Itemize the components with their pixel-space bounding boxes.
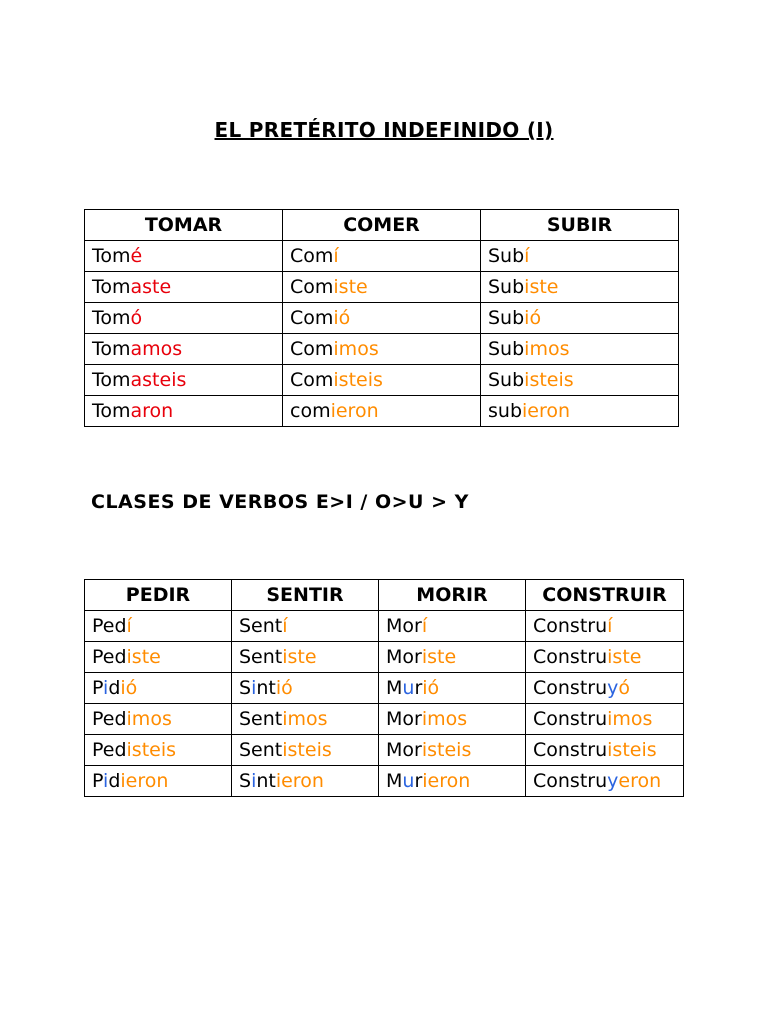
verb-stem: Sent (239, 708, 283, 730)
verb-stem: Ped (92, 739, 127, 761)
verb-ending: eron (618, 770, 662, 792)
verb-stem: Mor (386, 708, 422, 730)
verb-form-cell (85, 303, 283, 334)
verb-stem: Constru (533, 739, 608, 761)
verb-form-cell (232, 704, 379, 735)
verb-ending: ieron (330, 400, 379, 422)
verb-stem: r (414, 677, 423, 699)
verb-stem: Com (290, 245, 334, 267)
verb-form-cell (85, 272, 283, 303)
table-row (85, 673, 684, 704)
verb-stem: sub (488, 400, 523, 422)
verb-form-cell (283, 365, 481, 396)
verb-ending: iste (282, 646, 317, 668)
verb-stem: Constru (533, 770, 608, 792)
verb-stem: nt (256, 677, 276, 699)
verb-stem: Com (290, 276, 334, 298)
verb-stem: M (386, 677, 403, 699)
verb-stem: d (108, 677, 121, 699)
table-row (85, 241, 679, 272)
verb-form-cell (85, 704, 232, 735)
verb-stem: Tom (92, 307, 131, 329)
verb-form-cell (85, 611, 232, 642)
table-header-row (85, 580, 684, 611)
verb-ending: y (607, 677, 619, 699)
verb-stem: Com (290, 369, 334, 391)
verb-ending: ió (275, 677, 293, 699)
verb-ending: imos (421, 708, 468, 730)
verb-stem: Tom (92, 400, 131, 422)
verb-ending: ieron (275, 770, 324, 792)
verb-form-cell (526, 704, 684, 735)
verb-form-cell (526, 642, 684, 673)
verb-ending: ó (130, 307, 143, 329)
verb-form-cell (85, 766, 232, 797)
verb-stem: Sub (488, 245, 525, 267)
verb-ending: ió (120, 677, 138, 699)
verb-stem: d (108, 770, 121, 792)
verb-stem: Sent (239, 739, 283, 761)
verb-ending: aste (130, 276, 172, 298)
verb-ending: aron (130, 400, 174, 422)
verb-form-cell (526, 611, 684, 642)
table-row (85, 272, 679, 303)
verb-ending: í (421, 615, 428, 637)
table-row (85, 303, 679, 334)
verb-stem: Sent (239, 615, 283, 637)
verb-form-cell (232, 642, 379, 673)
column-header-tomar: TOMAR (85, 210, 283, 241)
verb-form-cell (379, 611, 526, 642)
verb-stem: Tom (92, 276, 131, 298)
verb-ending: isteis (607, 739, 657, 761)
verb-ending: i (251, 677, 257, 699)
column-header-comer: COMER (283, 210, 481, 241)
conjugation-table-irregular (84, 579, 684, 797)
verb-stem: Sent (239, 646, 283, 668)
verb-stem: P (92, 770, 104, 792)
verb-ending: í (524, 245, 530, 267)
verb-stem: nt (256, 770, 276, 792)
verb-stem: Sub (488, 369, 525, 391)
verb-ending: i (103, 677, 109, 699)
verb-form-cell (283, 334, 481, 365)
verb-ending: é (130, 245, 143, 267)
verb-ending: imos (126, 708, 172, 730)
verb-form-cell (85, 673, 232, 704)
verb-stem: r (414, 770, 423, 792)
verb-form-cell (85, 396, 283, 427)
verb-form-cell (481, 272, 679, 303)
verb-ending: ó (618, 677, 631, 699)
verb-ending: í (282, 615, 288, 637)
verb-form-cell (283, 241, 481, 272)
verb-stem: com (290, 400, 331, 422)
verb-ending: í (126, 615, 132, 637)
table-row (85, 334, 679, 365)
verb-form-cell (379, 735, 526, 766)
verb-form-cell (85, 642, 232, 673)
section-subtitle: CLASES DE VERBOS E>I / O>U > Y (91, 491, 469, 513)
verb-ending: iste (607, 646, 642, 668)
verb-stem: Sub (488, 276, 525, 298)
verb-stem: Mor (386, 646, 422, 668)
verb-stem: Tom (92, 369, 131, 391)
verb-ending: ieron (522, 400, 571, 422)
verb-form-cell (481, 365, 679, 396)
table-header-row (85, 210, 679, 241)
table-row (85, 766, 684, 797)
verb-form-cell (481, 396, 679, 427)
verb-stem: Tom (92, 338, 131, 360)
conjugation-table-regular (84, 209, 679, 427)
verb-ending: imos (333, 338, 379, 360)
verb-form-cell (283, 272, 481, 303)
verb-ending: imos (282, 708, 328, 730)
verb-ending: í (333, 245, 339, 267)
verb-stem: S (239, 677, 252, 699)
verb-form-cell (379, 704, 526, 735)
verb-form-cell (526, 766, 684, 797)
verb-stem: Constru (533, 677, 608, 699)
verb-ending: u (402, 770, 415, 792)
verb-form-cell (232, 766, 379, 797)
verb-ending: iste (524, 276, 559, 298)
verb-form-cell (283, 303, 481, 334)
table-row (85, 611, 684, 642)
verb-ending: u (402, 677, 415, 699)
verb-stem: Ped (92, 708, 127, 730)
table-row (85, 704, 684, 735)
verb-form-cell (85, 365, 283, 396)
verb-ending: i (251, 770, 257, 792)
verb-ending: isteis (524, 369, 574, 391)
verb-form-cell (481, 241, 679, 272)
table-row (85, 642, 684, 673)
verb-form-cell (232, 735, 379, 766)
verb-stem: Com (290, 338, 334, 360)
verb-ending: ieron (422, 770, 471, 792)
verb-stem: Mor (386, 615, 422, 637)
verb-form-cell (85, 735, 232, 766)
verb-ending: iste (126, 646, 161, 668)
verb-ending: i (103, 770, 109, 792)
verb-ending: amos (130, 338, 183, 360)
verb-form-cell (526, 735, 684, 766)
verb-ending: imos (524, 338, 570, 360)
verb-stem: Mor (386, 739, 422, 761)
verb-ending: ió (422, 677, 440, 699)
verb-ending: isteis (421, 739, 472, 761)
verb-ending: isteis (333, 369, 383, 391)
verb-form-cell (232, 673, 379, 704)
verb-stem: Tom (92, 245, 131, 267)
page-title: EL PRETÉRITO INDEFINIDO (I) (214, 118, 554, 142)
column-header-sentir: SENTIR (232, 580, 379, 611)
verb-form-cell (283, 396, 481, 427)
verb-stem: S (239, 770, 252, 792)
column-header-morir: MORIR (379, 580, 526, 611)
verb-ending: ió (333, 307, 351, 329)
verb-ending: ieron (120, 770, 169, 792)
table-row (85, 365, 679, 396)
verb-stem: Sub (488, 338, 525, 360)
verb-ending: iste (333, 276, 368, 298)
verb-stem: M (386, 770, 403, 792)
verb-form-cell (526, 673, 684, 704)
verb-ending: imos (607, 708, 653, 730)
verb-form-cell (85, 241, 283, 272)
column-header-construir: CONSTRUIR (526, 580, 684, 611)
verb-form-cell (379, 642, 526, 673)
verb-ending: asteis (130, 369, 187, 391)
verb-stem: Com (290, 307, 334, 329)
verb-stem: Constru (533, 615, 608, 637)
verb-ending: í (607, 615, 613, 637)
table-row (85, 396, 679, 427)
verb-stem: P (92, 677, 104, 699)
column-header-subir: SUBIR (481, 210, 679, 241)
verb-form-cell (379, 673, 526, 704)
verb-ending: isteis (126, 739, 177, 761)
verb-stem: Constru (533, 708, 608, 730)
verb-form-cell (232, 611, 379, 642)
verb-stem: Ped (92, 646, 127, 668)
verb-form-cell (85, 334, 283, 365)
verb-stem: Ped (92, 615, 127, 637)
verb-stem: Sub (488, 307, 525, 329)
verb-form-cell (481, 334, 679, 365)
verb-ending: ió (524, 307, 542, 329)
verb-form-cell (481, 303, 679, 334)
verb-form-cell (379, 766, 526, 797)
verb-ending: iste (421, 646, 457, 668)
verb-ending: y (607, 770, 619, 792)
table-row (85, 735, 684, 766)
verb-stem: Constru (533, 646, 608, 668)
column-header-pedir: PEDIR (85, 580, 232, 611)
verb-ending: isteis (282, 739, 332, 761)
